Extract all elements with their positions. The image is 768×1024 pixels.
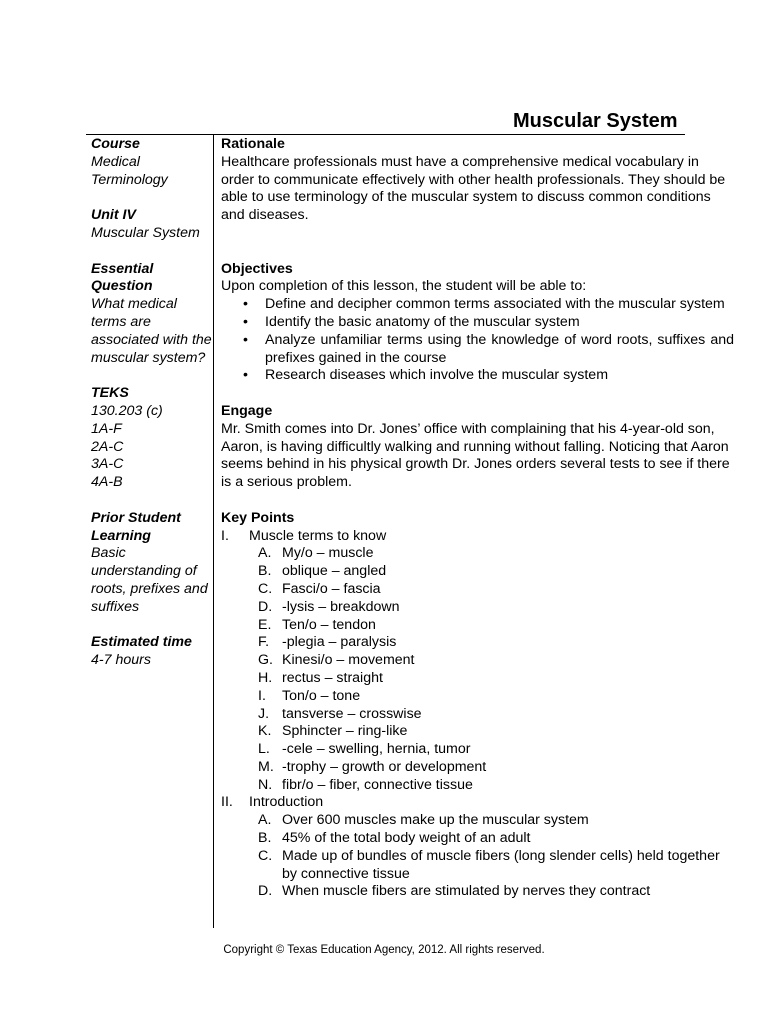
teks-line: 1A-F	[91, 420, 122, 437]
outline-letter: F.	[258, 634, 270, 651]
objectives-intro: Upon completion of this lesson, the student will be able to:	[221, 278, 587, 295]
prior-learning-label: Prior Student Learning	[91, 509, 181, 544]
engage-text: Mr. Smith comes into Dr. Jones’ office with complaining that his 4-year-old son, Aaron, is having difficultly walking and running without falling. Noticing that Aaron seems behind in his physical growth Dr. Jones orders several tests to see if there is a serious problem.	[221, 420, 730, 491]
teks-line: 3A-C	[91, 456, 124, 473]
list-item	[221, 332, 734, 368]
outline-item-text: When muscle fibers are stimulated by nerves they contract	[282, 883, 651, 900]
list-item	[221, 706, 734, 724]
list-item	[221, 883, 734, 901]
objectives-heading: Objectives	[221, 260, 293, 277]
teks-line: 4A-B	[91, 474, 123, 491]
outline-item-text: Ton/o – tone	[282, 687, 361, 704]
teks-line: 130.203 (c)	[91, 402, 163, 419]
outline-letter: A.	[258, 812, 272, 829]
outline-letter: K.	[258, 723, 272, 740]
list-item	[221, 296, 734, 314]
outline-letter: L.	[258, 741, 270, 758]
teks-group	[91, 385, 213, 492]
outline-item-text: fibr/o – fiber, connective tissue	[282, 776, 473, 793]
objective-text: Define and decipher common terms associated with the muscular system	[265, 296, 725, 313]
objective-text: Identify the basic anatomy of the muscular system	[265, 313, 580, 330]
list-item	[221, 848, 734, 884]
estimated-time-label: Estimated time	[91, 634, 192, 651]
essential-question-label: Essential Question	[91, 260, 154, 295]
outline-section	[221, 794, 734, 812]
outline-letter: A.	[258, 545, 272, 562]
engage-heading: Engage	[221, 402, 273, 419]
list-item	[221, 812, 734, 830]
outline-item-text: 45% of the total body weight of an adult	[282, 830, 531, 847]
list-item	[221, 741, 734, 759]
outline-letter: N.	[258, 776, 273, 793]
outline-item-text: Over 600 muscles make up the muscular system	[282, 812, 589, 829]
unit-group	[91, 207, 213, 243]
list-item	[221, 634, 734, 652]
outline-section-title: Introduction	[249, 794, 324, 811]
outline-item-text: -plegia – paralysis	[282, 634, 397, 651]
course-value: Medical Terminology	[91, 153, 168, 188]
list-item	[221, 759, 734, 777]
list-item	[221, 652, 734, 670]
list-item	[221, 688, 734, 706]
page-title: Muscular System	[513, 110, 678, 132]
list-item	[221, 670, 734, 688]
prior-learning-value: Basic understanding of roots, prefixes and suffixes	[91, 545, 208, 615]
outline-item-text: Made up of bundles of muscle fibers (long slender cells) held together by connective tissue	[282, 847, 720, 882]
list-item	[221, 314, 734, 332]
outline-item-text: Sphincter – ring-like	[282, 723, 408, 740]
objectives-list	[221, 296, 734, 385]
rationale-section	[221, 136, 734, 225]
outline-letter: D.	[258, 883, 273, 900]
outline-letter: I.	[258, 687, 266, 704]
outline-item-text: tansverse – crosswise	[282, 705, 422, 722]
column-divider	[213, 134, 214, 928]
list-item	[221, 777, 734, 795]
outline-letter: D.	[258, 598, 273, 615]
outline-numeral: II.	[221, 794, 233, 811]
list-item	[221, 545, 734, 563]
bullet-icon: •	[243, 296, 248, 313]
unit-label: Unit IV	[91, 207, 136, 224]
outline-letter: M.	[258, 758, 274, 775]
key-points-outline	[221, 528, 734, 902]
outline-letter: E.	[258, 616, 272, 633]
outline-item-text: -lysis – breakdown	[282, 598, 400, 615]
title-divider	[86, 134, 685, 135]
objective-text: Research diseases which involve the muscular system	[265, 367, 609, 384]
outline-letter: H.	[258, 669, 273, 686]
outline-letter: J.	[258, 705, 270, 722]
outline-letter: C.	[258, 847, 273, 864]
outline-item-text: oblique – angled	[282, 563, 387, 580]
objective-text: Analyze unfamiliar terms using the knowledge of word roots, suffixes and prefixes gained in the course	[265, 331, 734, 366]
outline-section	[221, 528, 734, 546]
prior-learning-group	[91, 510, 213, 617]
outline-numeral: I.	[221, 527, 229, 544]
bullet-icon: •	[243, 313, 248, 330]
lesson-info-sidebar	[91, 136, 213, 688]
outline-item-text: My/o – muscle	[282, 545, 374, 562]
course-label: Course	[91, 136, 140, 152]
bullet-icon: •	[243, 367, 248, 384]
outline-letter: B.	[258, 563, 272, 580]
teks-label: TEKS	[91, 385, 129, 402]
bullet-icon: •	[243, 331, 248, 348]
copyright-footer: Copyright © Texas Education Agency, 2012. All rights reserved.	[223, 944, 545, 956]
estimated-time-group	[91, 634, 213, 670]
list-item	[221, 367, 734, 385]
outline-item-text: -trophy – growth or development	[282, 758, 487, 775]
outline-item-text: -cele – swelling, hernia, tumor	[282, 741, 471, 758]
rationale-heading: Rationale	[221, 136, 285, 152]
outline-letter: B.	[258, 830, 272, 847]
outline-item-text: Fasci/o – fascia	[282, 580, 381, 597]
outline-letter: C.	[258, 580, 273, 597]
key-points-heading: Key Points	[221, 509, 295, 526]
rationale-text: Healthcare professionals must have a comprehensive medical vocabulary in order to communicate effectively with other health professionals. They should be able to use terminology of the muscular system to discuss common conditions and diseases.	[221, 153, 726, 224]
outline-item-text: Kinesi/o – movement	[282, 652, 415, 669]
outline-item-text: rectus – straight	[282, 669, 383, 686]
list-item	[221, 617, 734, 635]
outline-item-text: Ten/o – tendon	[282, 616, 376, 633]
objectives-section	[221, 261, 734, 386]
list-item	[221, 581, 734, 599]
key-points-section	[221, 510, 734, 902]
list-item	[221, 830, 734, 848]
outline-section-title: Muscle terms to know	[249, 527, 387, 544]
teks-line: 2A-C	[91, 438, 124, 455]
list-item	[221, 563, 734, 581]
list-item	[221, 599, 734, 617]
list-item	[221, 723, 734, 741]
lesson-content	[221, 136, 734, 919]
estimated-time-value: 4-7 hours	[91, 652, 151, 669]
essential-question-value: What medical terms are associated with the muscular system?	[91, 296, 212, 366]
engage-section	[221, 403, 734, 492]
essential-question-group	[91, 261, 213, 368]
unit-value: Muscular System	[91, 224, 200, 241]
outline-letter: G.	[258, 652, 273, 669]
course-group	[91, 136, 213, 189]
